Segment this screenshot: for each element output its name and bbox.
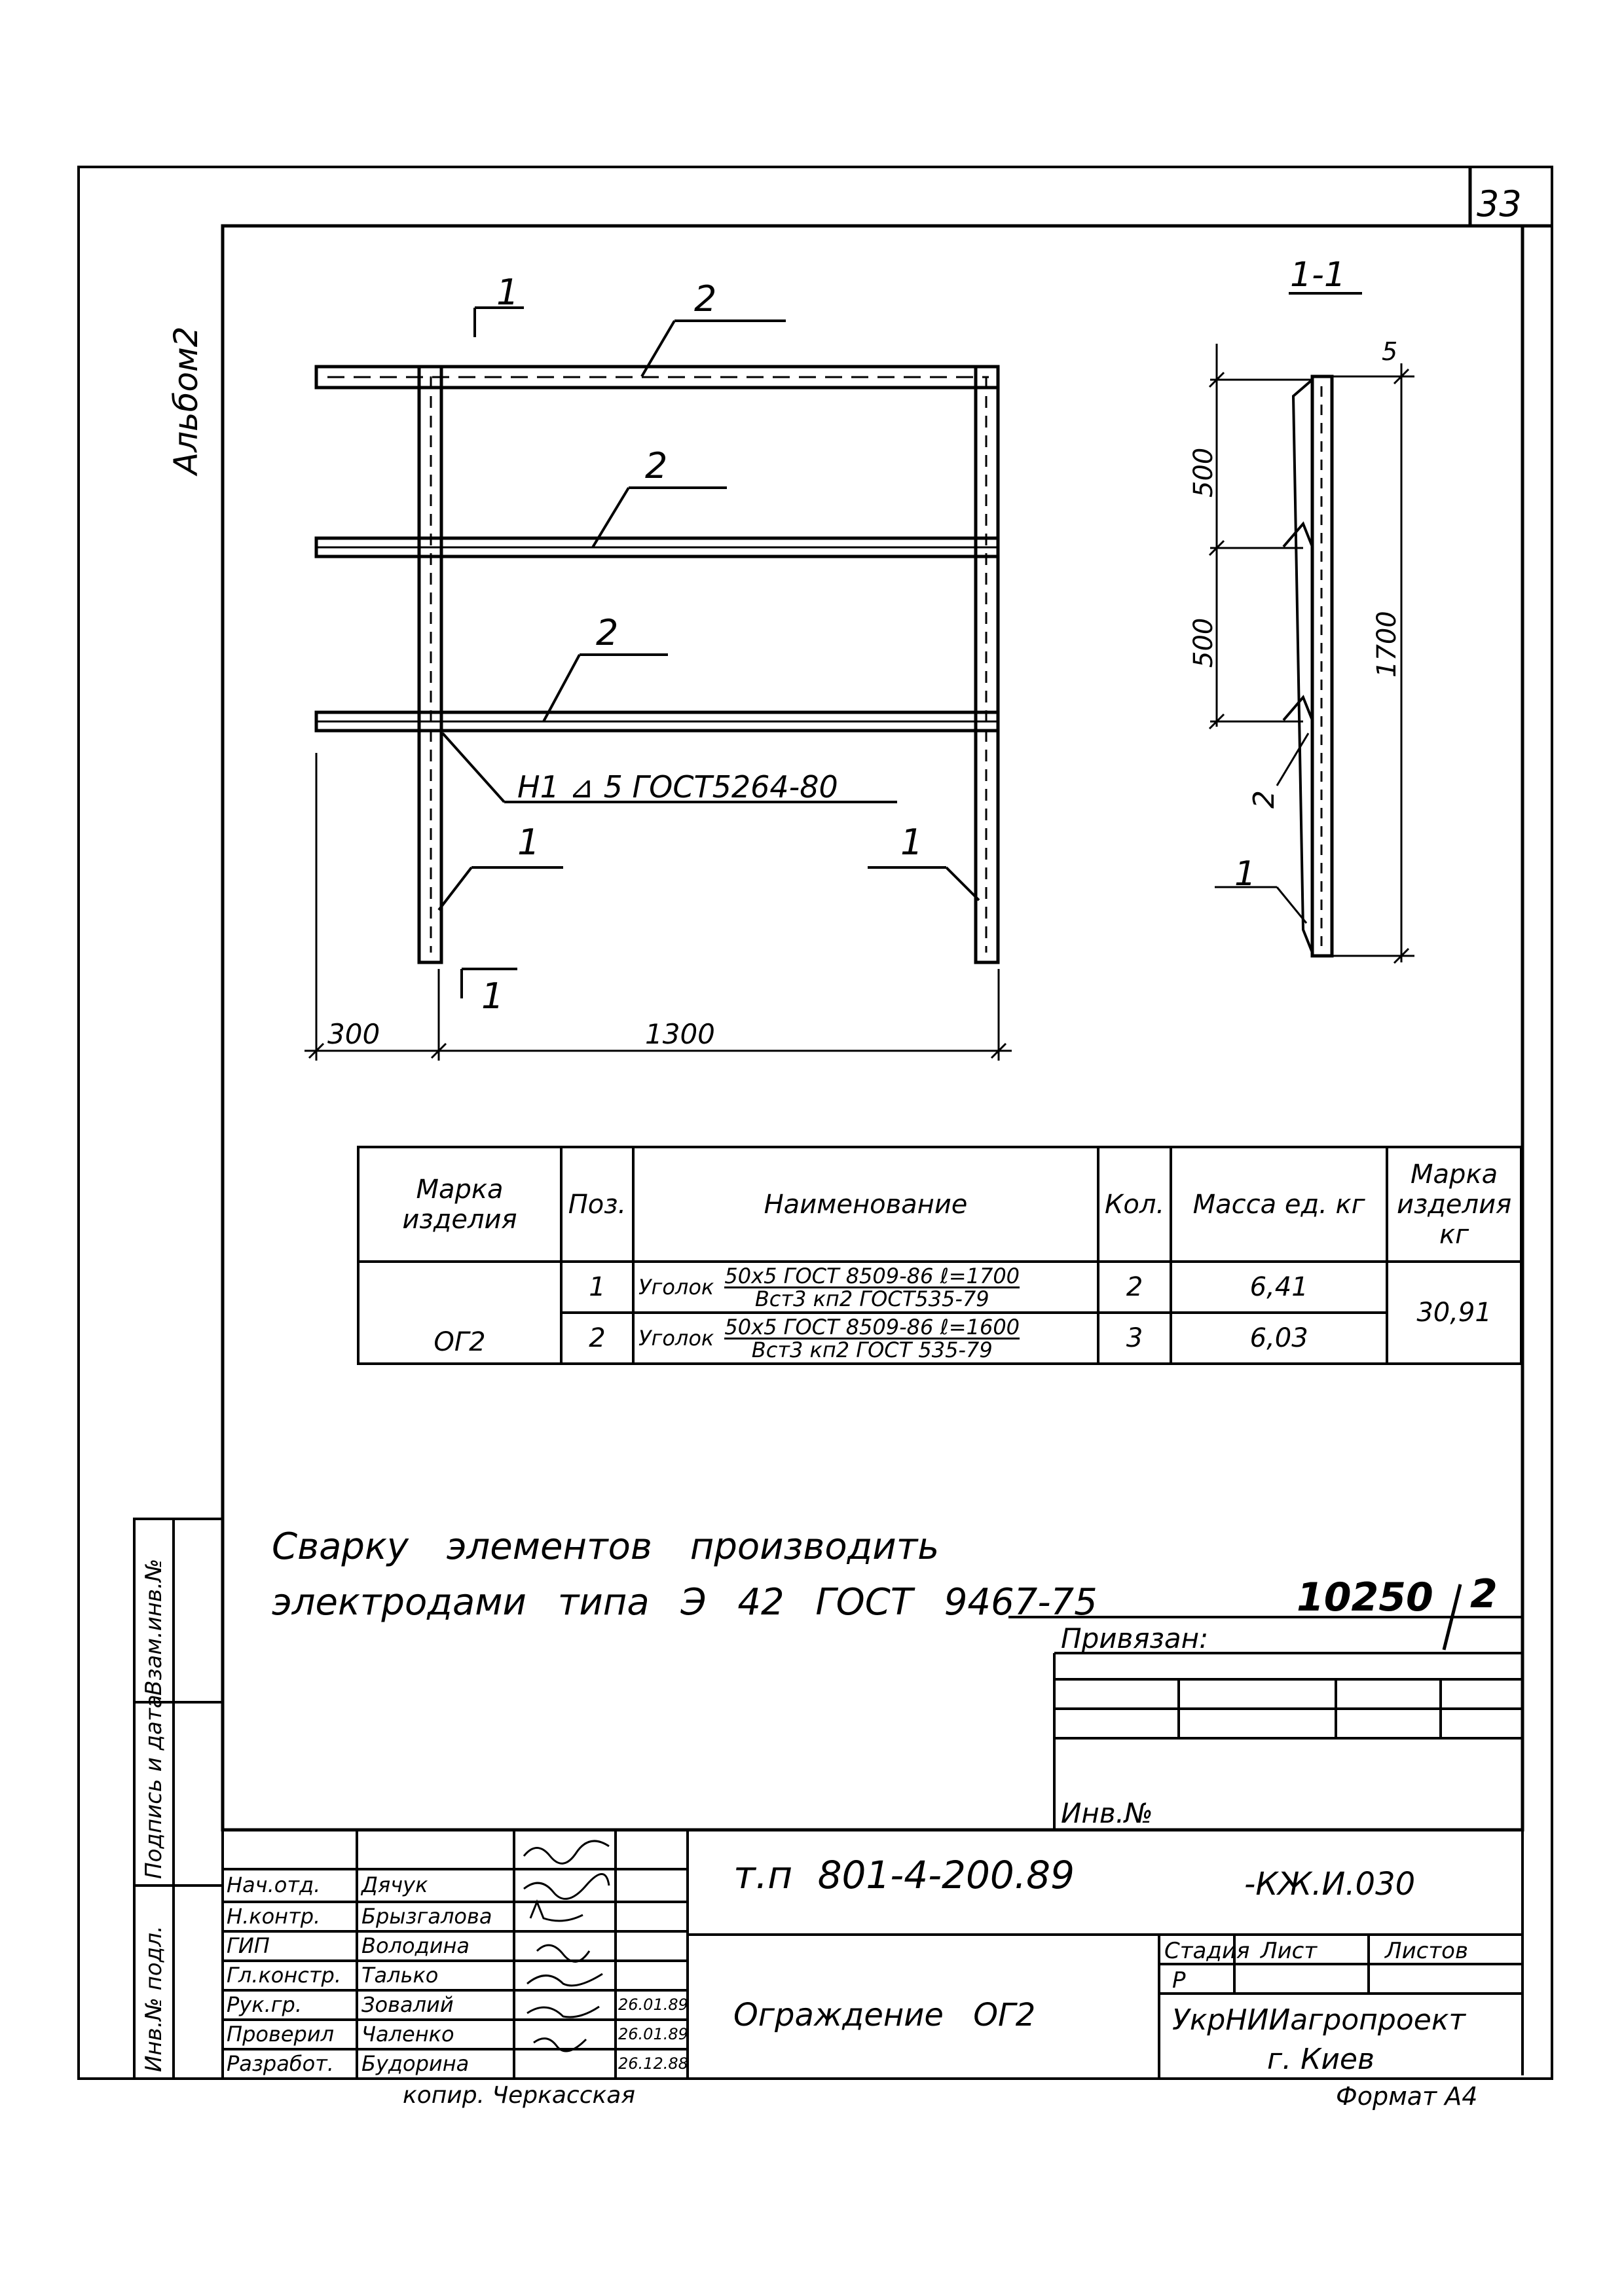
post-right: [976, 367, 998, 962]
section-label: 1-1: [1290, 255, 1346, 295]
stage-label: Стадия: [1164, 1938, 1250, 1964]
header-pos: Поз.: [561, 1147, 633, 1262]
row-name: [633, 1262, 1098, 1313]
staff-name: Володина: [361, 1933, 470, 1958]
callout-pos1-left: 1: [517, 822, 540, 863]
side-stamp-signature-date: Подпись и дата: [141, 1694, 167, 1879]
row-item: Уголок: [638, 1275, 714, 1300]
callout-pos2-mid: 2: [645, 445, 668, 486]
privyazan-label: Привязан:: [1061, 1622, 1209, 1654]
staff-name: Талько: [361, 1963, 439, 1988]
dimension-300: 300: [327, 1018, 380, 1050]
staff-role: Гл.констр.: [227, 1963, 341, 1988]
row-spec-bottom: Вст3 кп2 ГОСТ 535-79: [751, 1337, 993, 1362]
row-spec-top: 50х5 ГОСТ 8509-86 ℓ=1700: [724, 1263, 1020, 1288]
row-qty: 3: [1098, 1313, 1171, 1364]
binding-ref-number: 10250: [1297, 1575, 1433, 1620]
cut-mark-top: 1: [496, 272, 519, 313]
staff-name: Дячук: [361, 1872, 428, 1897]
staff-name: Чаленко: [361, 2022, 454, 2047]
spec-table: [357, 1146, 1522, 1365]
row-pos: 1: [561, 1262, 633, 1313]
drawing-title: Ограждение ОГ2: [733, 1997, 1036, 2033]
post-left: [419, 367, 441, 962]
staff-name: Будорина: [361, 2051, 470, 2076]
staff-role: Рук.гр.: [227, 1992, 303, 2017]
section-callout-2: 2: [1247, 790, 1281, 809]
staff-name: Брызгалова: [361, 1904, 492, 1929]
section-dim-1700: 1700: [1372, 611, 1402, 678]
header-unit-mass: Масса ед. кг: [1171, 1147, 1387, 1262]
sheet-number: 33: [1477, 183, 1522, 225]
side-stamp-inv-podl: Инв.№ подл.: [141, 1925, 167, 2072]
row-name: [633, 1313, 1098, 1364]
row-spec-bottom: Вст3 кп2 ГОСТ535-79: [754, 1286, 989, 1311]
staff-date: 26.12.88: [618, 2054, 688, 2073]
dimension-1300: 1300: [645, 1018, 715, 1050]
document-code: т.п 801-4-200.89: [733, 1853, 1075, 1897]
staff-name: Зовалий: [361, 1992, 454, 2017]
callout-pos2-bottom: 2: [596, 612, 619, 653]
organization-city: г. Киев: [1267, 2043, 1375, 2076]
sheet-label: Лист: [1261, 1938, 1318, 1964]
header-qty: Кол.: [1098, 1147, 1171, 1262]
header-mark: Марка изделия: [358, 1147, 561, 1262]
signatures: [517, 1833, 616, 2079]
row-qty: 2: [1098, 1262, 1171, 1313]
album-label: Альбом2: [167, 326, 205, 475]
row-mass: 6,03: [1171, 1313, 1387, 1364]
staff-role: ГИП: [227, 1933, 270, 1958]
staff-role: Разработ.: [227, 2051, 334, 2076]
note-line-1: Сварку элементов производить: [272, 1525, 940, 1568]
section-dim-top: 5: [1382, 337, 1398, 366]
staff-date: 26.01.89: [618, 2025, 688, 2043]
section-dim-500-lower: 500: [1189, 617, 1219, 668]
staff-role: Нач.отд.: [227, 1872, 321, 1897]
header-name: Наименование: [633, 1147, 1098, 1262]
section-dim-500-upper: 500: [1189, 447, 1219, 498]
weld-note: Н1 ⊿ 5 ГОСТ5264-80: [517, 769, 838, 805]
callout-pos1-right: 1: [900, 822, 923, 863]
document-suffix: -КЖ.И.030: [1244, 1866, 1416, 1903]
product-mark: ОГ2: [358, 1262, 561, 1364]
staff-role: Проверил: [227, 2022, 335, 2047]
section-callout-1: 1: [1234, 854, 1257, 894]
table-row: [358, 1262, 1521, 1313]
row-mass: 6,41: [1171, 1262, 1387, 1313]
row-spec-top: 50х5 ГОСТ 8509-86 ℓ=1600: [724, 1314, 1020, 1339]
note-line-2: электродами типа Э 42 ГОСТ 9467-75: [272, 1581, 1098, 1624]
total-mass: 30,91: [1387, 1262, 1521, 1364]
row-item: Уголок: [638, 1326, 714, 1351]
side-stamp-vzam-inv: Взам.инв.№: [141, 1558, 167, 1696]
callout-leaders: [439, 308, 979, 998]
staff-role: Н.контр.: [227, 1904, 321, 1929]
inv-number-label: Инв.№: [1061, 1797, 1153, 1829]
stage-value: Р: [1172, 1967, 1186, 1994]
sheets-label: Листов: [1385, 1938, 1469, 1964]
organization-name: УкрНИИагропроект: [1172, 2003, 1466, 2037]
paper-format: Формат А4: [1336, 2082, 1478, 2111]
copied-by: копир. Черкасская: [403, 2082, 635, 2109]
staff-date: 26.01.89: [618, 1995, 688, 2014]
header-mark-mass: Марка изделия кг: [1387, 1147, 1521, 1262]
callout-pos2-top: 2: [694, 278, 717, 319]
row-pos: 2: [561, 1313, 633, 1364]
cut-mark-bottom: 1: [481, 975, 504, 1017]
binding-ref-sheet: 2: [1470, 1571, 1498, 1617]
